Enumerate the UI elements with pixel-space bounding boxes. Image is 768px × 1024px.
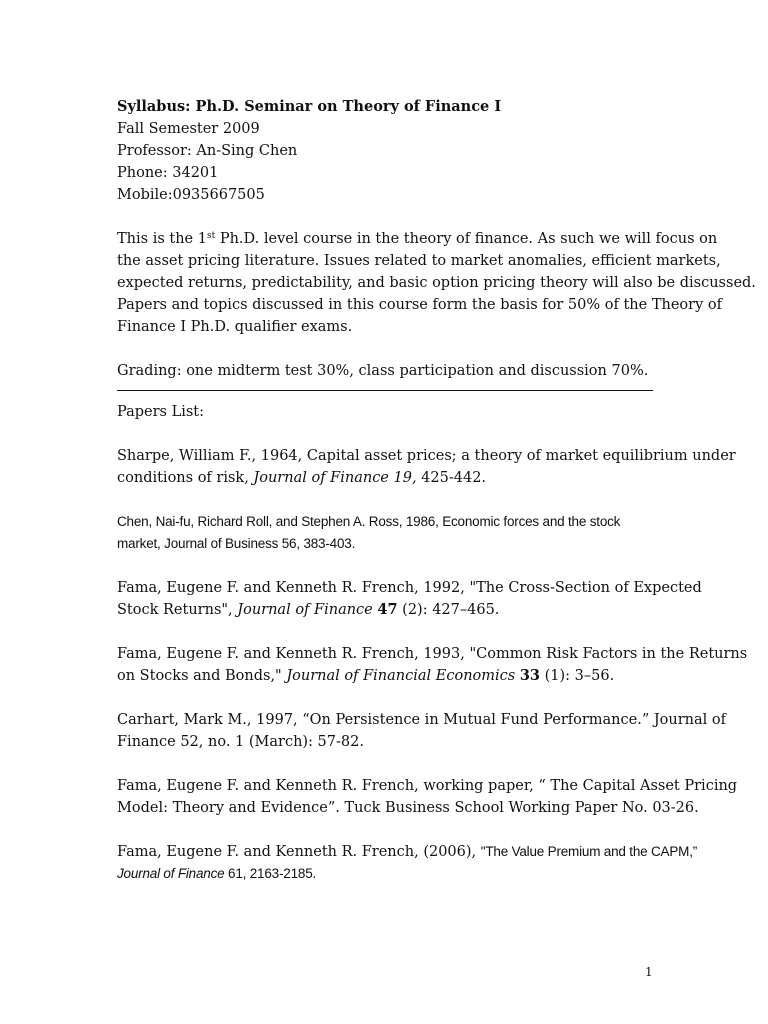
reference-text: on Stocks and Bonds," (117, 668, 287, 684)
papers-heading: Papers List: (117, 404, 205, 420)
reference-text: Stock Returns", (117, 602, 238, 618)
reference-item (117, 841, 698, 885)
intro-text: Finance I Ph.D. qualifier exams. (117, 319, 353, 335)
reference-text: Finance 52, no. 1 (March): 57-82. (117, 734, 364, 750)
reference-item (117, 445, 736, 489)
reference-item (117, 643, 748, 687)
intro-text: expected returns, predictability, and basic option pricing theory will also be discussed. (117, 275, 756, 291)
reference-item (117, 775, 738, 819)
professor-line: Professor: An-Sing Chen (117, 143, 298, 159)
header-block (117, 96, 657, 206)
syllabus-page (117, 96, 756, 907)
reference-text: Fama, Eugene F. and Kenneth R. French, 1993, "Common Risk Factors in the Returns (117, 646, 748, 662)
volume-number: 47 (377, 601, 398, 618)
semester-line: Fall Semester 2009 (117, 121, 260, 137)
reference-item (117, 709, 726, 753)
page-number: 1 (645, 965, 653, 979)
intro-text: Ph.D. level course in the theory of finance. As such we will focus on (215, 231, 718, 247)
mobile-line: Mobile:0935667505 (117, 187, 265, 203)
superscript: st (206, 231, 216, 241)
intro-text: the asset pricing literature. Issues related to market anomalies, efficient markets, (117, 253, 721, 269)
reference-text: Fama, Eugene F. and Kenneth R. French, working paper, “ The Capital Asset Pricing (117, 778, 738, 794)
grading-line: Grading: one midterm test 30%, class participation and discussion 70%. (117, 363, 649, 379)
reference-text: Carhart, Mark M., 1997, “On Persistence in Mutual Fund Performance.” Journal of (117, 712, 726, 728)
document-title: Syllabus: Ph.D. Seminar on Theory of Finance I (117, 98, 502, 115)
reference-text: (2): 427–465. (397, 602, 500, 618)
phone-line: Phone: 34201 (117, 165, 219, 181)
intro-text: This is the 1 (117, 231, 207, 247)
reference-text: 425-442. (416, 470, 487, 486)
reference-text: conditions of risk, (117, 470, 254, 486)
reference-text: Chen, Nai-fu, Richard Roll, and Stephen A. Ross, 1986, Economic forces and the stock (117, 514, 621, 529)
journal-name: Journal of Finance 19, (253, 470, 417, 486)
journal-name: Journal of Finance (117, 866, 225, 881)
reference-item (117, 577, 702, 621)
reference-text: market, Journal of Business 56, 383-403. (117, 536, 356, 551)
reference-text: 61, 2163-2185. (224, 866, 317, 881)
reference-item (117, 511, 657, 555)
reference-text: Fama, Eugene F. and Kenneth R. French, 1992, "The Cross-Section of Expected (117, 580, 702, 596)
reference-text: Sharpe, William F., 1964, Capital asset prices; a theory of market equilibrium under (117, 448, 736, 464)
intro-paragraph (117, 228, 756, 338)
reference-title: "The Value Premium and the CAPM,” (480, 844, 698, 859)
journal-name: Journal of Finance (237, 602, 373, 618)
section-divider (117, 390, 653, 391)
intro-text: Papers and topics discussed in this course form the basis for 50% of the Theory of (117, 297, 722, 313)
reference-text: Fama, Eugene F. and Kenneth R. French, (2006), (117, 844, 481, 860)
journal-name: Journal of Financial Economics (286, 668, 516, 684)
reference-text: Model: Theory and Evidence”. Tuck Business School Working Paper No. 03-26. (117, 800, 699, 816)
volume-number: 33 (519, 667, 541, 684)
reference-text: (1): 3–56. (540, 668, 615, 684)
